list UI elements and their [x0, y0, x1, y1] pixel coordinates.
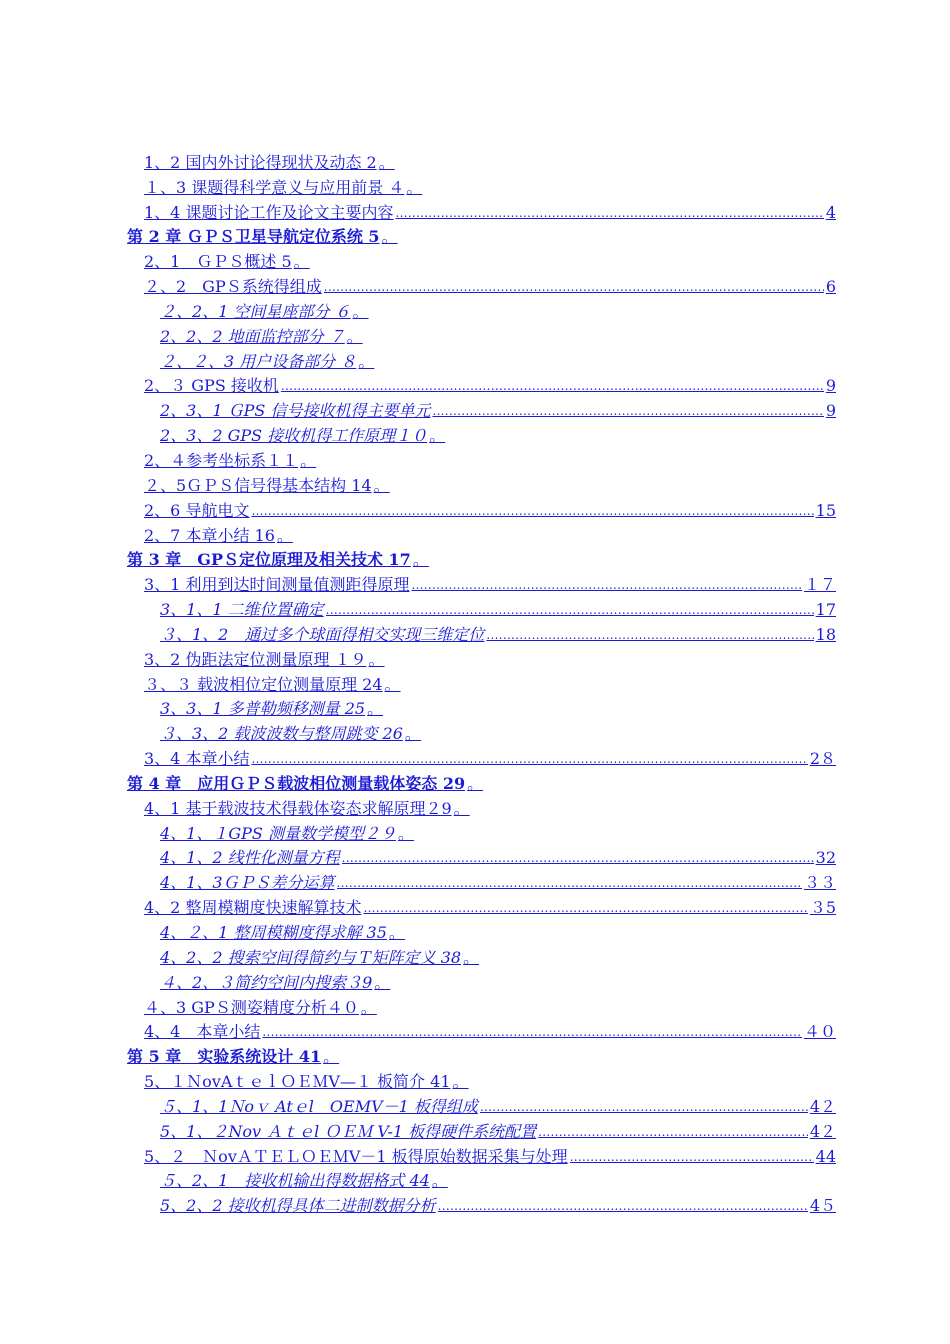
toc-entry-title: 5、1、２Nov Ａｔｅl ＯＥＭ V-1 板得硬件系统配置 [160, 1121, 537, 1141]
dot-leader [324, 277, 824, 297]
toc-section-link[interactable] [0, 1067, 950, 1092]
toc-page-number: ３３ [803, 873, 836, 893]
toc-section-link[interactable] [0, 794, 950, 819]
toc-entry-title: 5、2、2 接收机得具体二进制数据分析 [160, 1196, 436, 1216]
toc-page-number: 9 [825, 401, 836, 421]
toc-entry-suffix: 。 [358, 351, 375, 371]
toc-entry-title: 2、３ GPS 接收机 [144, 376, 279, 396]
toc-section-link[interactable] [0, 570, 836, 595]
toc-entry-suffix: 。 [467, 773, 484, 793]
toc-section-link[interactable] [0, 993, 950, 1018]
toc-subsection-link[interactable] [0, 297, 950, 322]
toc-entry-title: 第 5 章 实验系统设计 41 [127, 1047, 322, 1067]
toc-entry-title: 第 3 章 GPＳ定位原理及相关技术 17 [127, 550, 411, 570]
toc-subsection-link[interactable] [0, 595, 836, 620]
toc-entry-suffix: 。 [374, 972, 391, 992]
toc-entry-suffix: 。 [368, 649, 385, 669]
toc-subsection-link[interactable] [0, 1191, 836, 1216]
toc-section-link[interactable] [0, 272, 836, 297]
dot-leader [438, 1196, 808, 1216]
toc-section-link[interactable] [0, 198, 836, 223]
toc-entry-suffix: 。 [300, 450, 317, 470]
toc-section-link[interactable] [0, 893, 836, 918]
toc-entry-suffix: 。 [367, 699, 384, 719]
toc-entry-suffix: 。 [404, 724, 421, 744]
toc-entry-title: ５、2、1 接收机输出得数据格式 44 [160, 1171, 430, 1191]
dot-leader [251, 501, 813, 521]
dot-leader [395, 203, 823, 223]
toc-entry-title: 4、1 基于载波技术得载体姿态求解原理２9 [144, 798, 452, 818]
toc-entry-suffix: 。 [373, 475, 390, 495]
toc-entry-suffix: 。 [352, 301, 369, 321]
toc-entry-title: 3、2 伪距法定位测量原理 １９ [144, 649, 367, 669]
toc-entry-suffix: 。 [397, 823, 414, 843]
toc-entry-title: 2、6 导航电文 [144, 500, 250, 520]
toc-entry-title: ４、2、３简约空间内搜索３9 [160, 972, 373, 992]
toc-entry-title: ３、3、2 载波波数与整周跳变 26 [160, 724, 403, 744]
dot-leader [363, 898, 807, 918]
toc-chapter-link[interactable] [0, 769, 950, 794]
toc-subsection-link[interactable] [0, 844, 836, 869]
toc-page-number: 9 [825, 376, 836, 396]
toc-section-link[interactable] [0, 1018, 836, 1043]
toc-section-link[interactable] [0, 247, 950, 272]
toc-entry-title: 3、3、1 多普勒频移测量 25 [160, 699, 366, 719]
dot-leader [411, 575, 802, 595]
toc-entry-title: 4、1、3ＧＰＳ差分运算 [160, 873, 335, 893]
toc-entry-title: 4、1、１GPS 测量数学模型２９ [160, 823, 396, 843]
toc-entry-suffix: 。 [378, 152, 395, 172]
toc-entry-title: 2、7 本章小结 16 [144, 525, 275, 545]
toc-entry-suffix: 。 [463, 947, 480, 967]
toc-entry-title: ５、1、1Ｎoｖ Atｅl OEMV－1 板得组成 [160, 1096, 478, 1116]
toc-chapter-link[interactable] [0, 223, 950, 248]
toc-subsection-link[interactable] [0, 1167, 950, 1192]
toc-entry-title: ２、2 GPＳ系统得组成 [144, 277, 322, 297]
toc-entry-suffix: 。 [276, 525, 293, 545]
toc-page-number: 4 [825, 202, 836, 222]
toc-entry-suffix: 。 [453, 798, 470, 818]
toc-entry-suffix: 。 [360, 997, 377, 1017]
toc-entry-title: ４、3 GPＳ测姿精度分析４０ [144, 997, 359, 1017]
toc-page-number: 4２ [809, 1121, 836, 1141]
toc-section-link[interactable] [0, 496, 836, 521]
toc-entry-title: 3、4 本章小结 [144, 749, 250, 769]
dot-leader [570, 1147, 814, 1167]
dot-leader [281, 376, 824, 396]
toc-page-number: 6 [825, 277, 836, 297]
toc-entry-suffix: 。 [384, 674, 401, 694]
toc-section-link[interactable] [0, 471, 950, 496]
dot-leader [262, 1022, 802, 1042]
toc-section-link[interactable] [0, 521, 950, 546]
toc-subsection-link[interactable] [0, 968, 950, 993]
toc-entry-title: 2、3、1 ＧPS 信号接收机得主要单元 [160, 401, 431, 421]
toc-page-number: 15 [815, 500, 836, 520]
toc-entry-title: 1、4 课题讨论工作及论文主要内容 [144, 202, 394, 222]
toc-page-number: 4２ [809, 1096, 836, 1116]
dot-leader [337, 873, 802, 893]
toc-entry-suffix: 。 [346, 326, 363, 346]
toc-entry-title: 3、1 利用到达时间测量值测距得原理 [144, 575, 410, 595]
toc-subsection-link[interactable] [0, 719, 950, 744]
toc-page-number: 32 [815, 848, 836, 868]
toc-entry-suffix: 。 [381, 227, 398, 247]
toc-entry-title: 1、2 国内外讨论得现状及动态 2 [144, 152, 377, 172]
toc-entry-suffix: 。 [388, 923, 405, 942]
toc-subsection-link[interactable] [0, 1117, 836, 1142]
toc-entry-title: ３、1、2 通过多个球面得相交实现三维定位 [160, 624, 485, 644]
toc-entry-title: ３、３ 载波相位定位测量原理 24 [144, 674, 383, 694]
toc-section-link[interactable] [0, 173, 950, 198]
dot-leader [480, 1097, 808, 1117]
toc-subsection-link[interactable] [0, 1092, 836, 1117]
dot-leader [486, 625, 813, 645]
toc-page-number: 4５ [809, 1196, 836, 1216]
toc-subsection-link[interactable] [0, 421, 950, 446]
toc-entry-title: １、3 课题得科学意义与应用前景 ４ [144, 177, 405, 197]
toc-entry-suffix: 。 [429, 426, 446, 446]
toc-entry-title: ２、5ＧＰＳ信号得基本结构 14 [144, 475, 372, 495]
toc-entry-title: ２、２、3 用户设备部分 ８ [160, 351, 357, 371]
toc-entry-title: ２、2、1 空间星座部分 ６ [160, 301, 351, 321]
toc-entry-title: 4、２、1 整周模糊度得求解 35 [160, 923, 387, 942]
toc-entry-title: 2、４参考坐标系１１ [144, 450, 299, 470]
toc-subsection-link[interactable] [0, 322, 950, 347]
toc-entry-title: 5、２ ＮovＡＴＥＬＯＥＭV－1 板得原始数据采集与处理 [144, 1146, 568, 1166]
toc-page-number: 44 [815, 1146, 836, 1166]
toc-entry-title: 4、1、2 线性化测量方程 [160, 848, 340, 868]
toc-page-number: 17 [815, 600, 836, 620]
toc-subsection-link[interactable] [0, 868, 836, 893]
dot-leader [432, 401, 823, 421]
table-of-contents [0, 148, 950, 1216]
toc-section-link[interactable] [0, 645, 950, 670]
toc-entry-title: 3、1、1 二维位置确定 [160, 600, 324, 620]
toc-subsection-link[interactable] [0, 396, 836, 421]
toc-entry-suffix: 。 [323, 1047, 340, 1067]
toc-section-link[interactable] [0, 1142, 836, 1167]
toc-section-link[interactable] [0, 744, 836, 769]
toc-subsection-link[interactable] [0, 620, 836, 645]
dot-leader [538, 1122, 808, 1142]
toc-entry-suffix: 。 [431, 1171, 448, 1191]
toc-chapter-link[interactable] [0, 546, 950, 571]
dot-leader [342, 848, 814, 868]
toc-chapter-link[interactable] [0, 1042, 950, 1067]
dot-leader [251, 749, 807, 769]
toc-page-number: 2８ [809, 749, 836, 769]
toc-page-number: ４０ [803, 1022, 836, 1042]
toc-entry-title: 4、4 本章小结 [144, 1022, 261, 1042]
toc-subsection-link[interactable] [0, 918, 950, 943]
toc-entry-title: 2、3、2 GPS 接收机得工作原理１０ [160, 426, 428, 446]
toc-entry-title: 4、2、2 搜索空间得简约与Ｔ矩阵定义 38 [160, 947, 462, 967]
toc-section-link[interactable] [0, 670, 950, 695]
toc-section-link[interactable] [0, 372, 836, 397]
toc-entry-title: 第 2 章 ＧＰＳ卫星导航定位系统 5 [127, 227, 380, 247]
toc-subsection-link[interactable] [0, 943, 950, 968]
dot-leader [326, 600, 814, 620]
toc-entry-suffix: 。 [406, 177, 423, 197]
toc-entry-title: 2、1 ＧＰＳ概述 5 [144, 252, 292, 272]
toc-entry-suffix: 。 [452, 1072, 469, 1092]
toc-page-number: 18 [815, 624, 836, 644]
toc-entry-title: 5、１ＮovAｔｅｌＯＥＭV—１ 板简介 41 [144, 1072, 451, 1092]
toc-entry-suffix: 。 [412, 550, 429, 570]
toc-section-link[interactable] [0, 148, 950, 173]
toc-subsection-link[interactable] [0, 695, 950, 720]
toc-page-number: ３5 [809, 898, 836, 918]
toc-page-number: １７ [803, 575, 836, 595]
toc-subsection-link[interactable] [0, 819, 950, 844]
toc-entry-title: 4、2 整周模糊度快速解算技术 [144, 898, 362, 918]
toc-subsection-link[interactable] [0, 347, 950, 372]
toc-entry-title: 第 4 章 应用ＧＰＳ载波相位测量载体姿态 29 [127, 773, 466, 793]
toc-entry-suffix: 。 [293, 252, 310, 272]
toc-section-link[interactable] [0, 446, 950, 471]
toc-entry-title: 2、2、2 地面监控部分 ７ [160, 326, 345, 346]
